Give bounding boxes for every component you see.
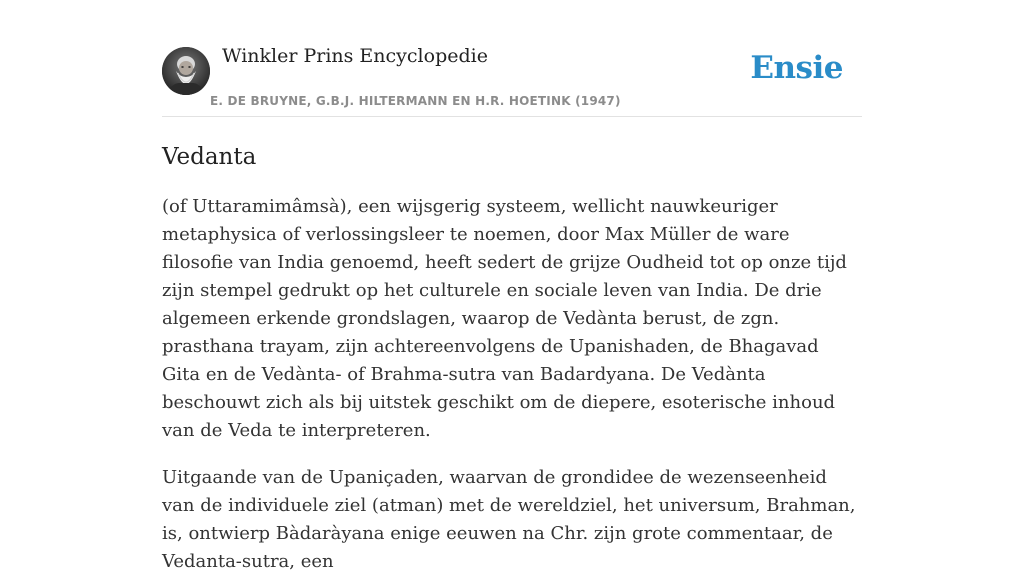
article-paragraph: (of Uttaramimâmsà), een wijsgerig systeem, wellicht nauwkeuriger metaphysica of verlossingsleer te noemen, door Max Müller de ware filosofie van India genoemd, heeft sedert de grijze Oudheid tot op onze tijd zijn stempel gedrukt op het culturele en sociale leven van India. De drie algemeen erkende grondslagen, waarop de Vedànta berust, de zgn. prasthana trayam, zijn achtereenvolgens de Upanishaden, de Bhagavad Gita en de Vedànta- of Brahma-sutra van Badardyana. De Vedànta beschouwt zich als bij uitstek geschikt om de diepere, esoterische inhoud van de Veda te interpreteren. (162, 196, 847, 441)
authors-credit: E. DE BRUYNE, G.B.J. HILTERMANN EN H.R. HOETINK (1947) (210, 94, 621, 108)
ensie-logo[interactable]: Ensie (750, 50, 843, 86)
site-header (162, 0, 862, 117)
article-paragraph: Uitgaande van de Upaniçaden, waarvan de grondidee de wezenseenheid van de individuele ziel (atman) met de wereldziel, het universum, Brahman, is, ontwierp Bàdaràyana enige eeuwen na Chr. zijn grote commentaar, de Vedanta-sutra, een (162, 467, 856, 572)
author-avatar-icon[interactable] (162, 47, 210, 95)
article-title: Vedanta (162, 144, 257, 170)
site-title[interactable]: Winkler Prins Encyclopedie (222, 45, 488, 67)
page (162, 0, 862, 576)
